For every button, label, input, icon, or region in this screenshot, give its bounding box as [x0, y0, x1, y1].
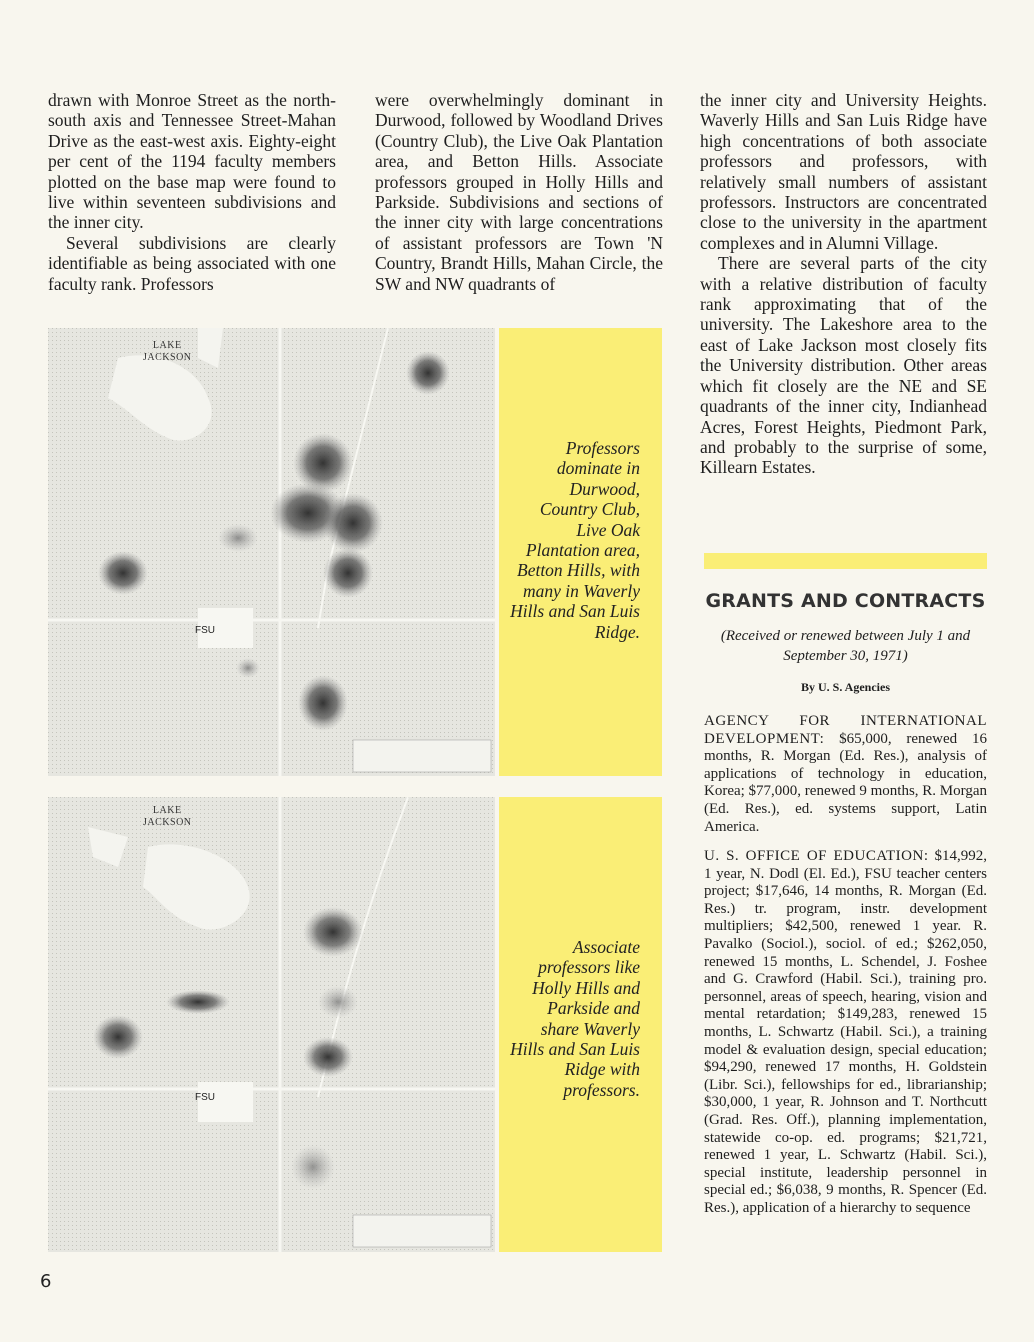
section-divider [704, 553, 987, 569]
grant-details: $65,000, renewed 16 months, R. Morgan (Ed. Res.), analysis of applications of technology in education, Korea; $77,000, renewed 9 months, R. Morgan (Ed. Res.), ed. systems support, Latin America. [704, 730, 988, 835]
lake-label-line-1: LAKE [152, 805, 182, 816]
article-column-2 [375, 90, 663, 294]
fsu-label: FSU [195, 625, 215, 636]
lake-jackson-label [143, 805, 192, 829]
paragraph: the inner city and University Heights. Waverly Hills and San Luis Ridge have high concentrations of both associate professors and professors, with relatively small numbers of assistant professors. Instructors are concentrated close to the university in the apartment complexes and in Alumni Village. [700, 90, 987, 253]
grant-paragraph [704, 848, 987, 1217]
professors-distribution-map [48, 328, 495, 776]
grant-details: $14,992, 1 year, N. Dodl (El. Ed.), FSU teacher centers project; $17,646, 14 months, R. Morgan (Ed. Res.) tr. program, instr. development multipliers; $42,500, renewed 1 year. R. Pavalko (Sociol.), sociol. of ed.; $262,050, renewed 15 months, L. Schendel, J. Foshee and G. Crawford (Habil. Sci.), training pro. personnel, areas of speech, hearing, vision and mental retardation; $149,283, renewed 15 months, L. Schwartz (Habil. Sci.), a training model & evaluation design, special education; $94,290, renewed 17 months, H. Goldstein (Libr. Sci.), fellowships for ed., librarianship; $30,000, 1 year, R. Johnson and T. Northcutt (Grad. Res. Off.), planning implementation, statewide co-op. ed. programs; $21,721, renewed 1 year, L. Schwartz (Habil. Sci.), special institute, leadership personnel in special ed.; $6,038, 9 months, R. Spencer (Ed. Res.), application of a hierarchy to sequence [704, 848, 987, 1216]
article-column-3 [700, 90, 987, 478]
section-byline: By U. S. Agencies [800, 680, 890, 694]
grant-entry [704, 848, 987, 1217]
paragraph: Several subdivisions are clearly identifiable as being associated with one faculty rank. Professors [48, 232, 336, 294]
map-caption-box [499, 797, 662, 1252]
section-heading: GRANTS AND CONTRACTS [705, 590, 986, 612]
associate-professors-distribution-map [48, 797, 495, 1252]
grant-paragraph [704, 713, 987, 836]
lake-label-line-2: JACKSON [143, 817, 192, 828]
lake-jackson-label [143, 340, 192, 364]
lake-label-line-1: LAKE [152, 340, 182, 351]
map-caption: Professors dominate in Durwood, Country Club, Live Oak Plantation area, Betton Hills, with many in Waverly Hills and San Luis Ridge. [510, 438, 640, 642]
map-caption: Associate professors like Holly Hills and Parkside and share Waverly Hills and San Luis Ridge with professors. [510, 937, 640, 1100]
lake-label-line-2: JACKSON [143, 352, 192, 363]
map-graphic [48, 797, 495, 1252]
agency-name: AGENCY FOR INTERNATIONAL DEVELOPMENT: [704, 713, 987, 747]
map-graphic [48, 328, 495, 776]
paragraph: were overwhelmingly dominant in Durwood, followed by Woodland Drives (Country Club), the Live Oak Plantation area, and Betton Hills. Associate professors grouped in Holly Hills and Parkside. Subdivisions and sections of the inner city with large concentrations of assistant professors are Town 'N Country, Brandt Hills, Mahan Circle, the SW and NW quadrants of [375, 90, 663, 294]
fsu-label: FSU [195, 1092, 215, 1103]
page-number: 6 [40, 1271, 52, 1292]
map-caption-box [499, 328, 662, 776]
agency-name: U. S. OFFICE OF EDUCATION: [704, 848, 929, 864]
grant-entry [704, 713, 987, 836]
article-column-1 [48, 90, 336, 294]
paragraph: drawn with Monroe Street as the north-south axis and Tennessee Street-Mahan Drive as the east-west axis. Eighty-eight per cent of the 1194 faculty members plotted on the base map were found to live within seventeen subdivisions and the inner city. [48, 90, 336, 233]
paragraph: There are several parts of the city with a relative distribution of faculty rank approximating that of the university. The Lakeshore area to the east of Lake Jackson most closely fits the University distribution. Other areas which fit closely are the NE and SE quadrants of the inner city, Indianhead Acres, Forest Heights, Piedmont Park, and probably to the surprise of some, Killearn Estates. [700, 253, 987, 478]
section-subheading: (Received or renewed between July 1 and September 30, 1971) [720, 628, 971, 664]
